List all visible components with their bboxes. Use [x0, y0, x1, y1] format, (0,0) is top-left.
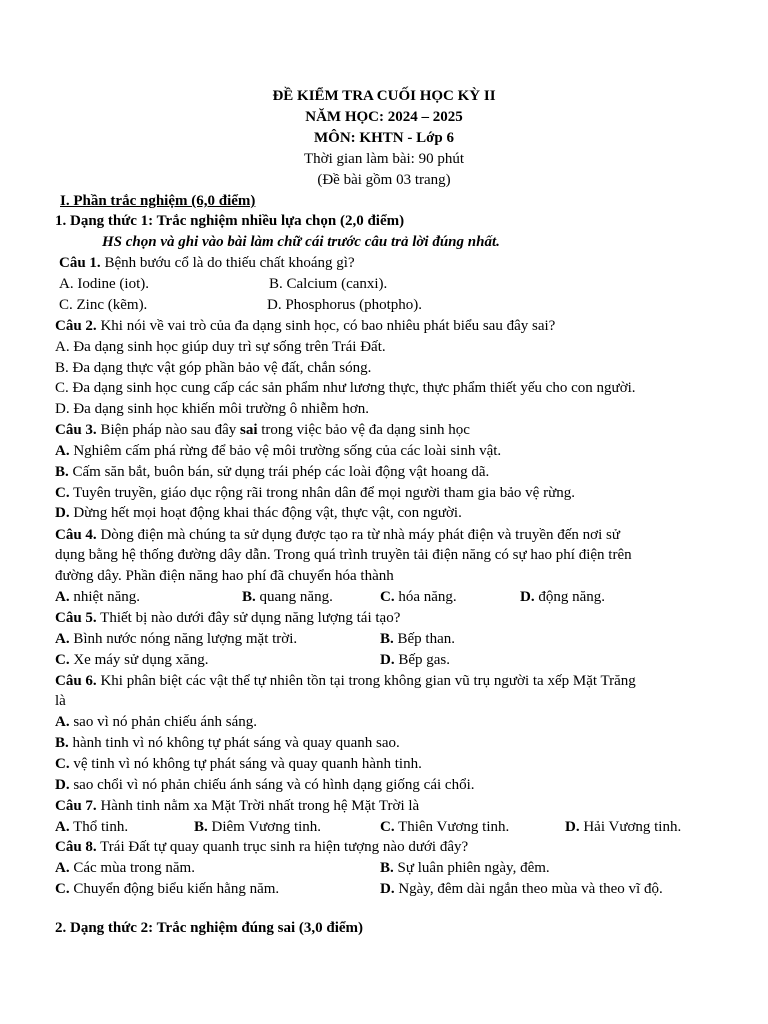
option-c: [380, 817, 509, 838]
option-label: D.: [380, 881, 395, 897]
option-label: A.: [55, 860, 70, 876]
question-2: [55, 316, 715, 337]
question-3: [55, 420, 715, 441]
option-b: [380, 858, 550, 879]
question-label: Câu 1.: [59, 255, 101, 271]
option-label: B.: [55, 735, 69, 751]
question-6-line-2: là: [55, 693, 66, 709]
option-label: B.: [55, 464, 69, 480]
option-a: [55, 629, 297, 650]
option-b: B. Đa dạng thực vật góp phần bảo vệ đất, chắn sóng.: [55, 360, 372, 376]
option-d: [380, 650, 450, 671]
option-c: C. Zinc (kẽm).: [59, 297, 148, 313]
option-text: Hải Vương tinh.: [579, 819, 682, 835]
option-b: B. Calcium (canxi).: [269, 276, 388, 292]
option-text: hành tinh vì nó không tự phát sáng và quay quanh sao.: [68, 735, 400, 751]
option-text: quang năng.: [255, 589, 333, 605]
question-7: [55, 796, 715, 817]
option-label: C.: [55, 485, 70, 501]
option-label: A.: [55, 589, 70, 605]
option-a: A. Đa dạng sinh học giúp duy trì sự sống trên Trái Đất.: [55, 339, 386, 355]
option-a: [55, 712, 715, 733]
form-2-title: 2. Dạng thức 2: Trắc nghiệm đúng sai (3,0 điểm): [55, 920, 364, 936]
option-label: A.: [55, 443, 70, 459]
option-text: Chuyển động biểu kiến hằng năm.: [69, 881, 280, 897]
option-label: C.: [55, 756, 70, 772]
option-a: [55, 817, 128, 838]
question-text: Khi phân biệt các vật thể tự nhiên tồn tại trong không gian vũ trụ người ta xếp Mặt Trăng: [96, 673, 636, 689]
option-label: A.: [55, 714, 70, 730]
option-c: [55, 754, 715, 775]
option-label: D.: [55, 777, 70, 793]
option-c: C. Đa dạng sinh học cung cấp các sản phẩm như lương thực, thực phẩm thiết yếu cho con người.: [55, 380, 636, 396]
option-label: D.: [380, 652, 395, 668]
option-text: Sự luân phiên ngày, đêm.: [393, 860, 550, 876]
option-text: Thổ tinh.: [69, 819, 129, 835]
option-label: D.: [55, 505, 70, 521]
option-text: sao chổi vì nó phản chiếu ánh sáng và có hình dạng giống cái chổi.: [69, 777, 475, 793]
question-6: [55, 671, 715, 692]
option-text: Dừng hết mọi hoạt động khai thác động vật, thực vật, con người.: [69, 505, 462, 521]
option-label: D.: [565, 819, 580, 835]
time-line: Thời gian làm bài: 90 phút: [304, 151, 464, 167]
option-label: B.: [380, 631, 394, 647]
option-text: Cấm săn bắt, buôn bán, sử dụng trái phép các loài động vật hoang dã.: [68, 464, 490, 480]
exam-title: ĐỀ KIỂM TRA CUỐI HỌC KỲ II: [272, 88, 496, 104]
question-text: Bệnh bướu cổ là do thiếu chất khoáng gì?: [100, 255, 355, 271]
option-d: D. Đa dạng sinh học khiến môi trường ô nhiễm hơn.: [55, 401, 369, 417]
option-b: [242, 587, 333, 608]
question-4-line-2: dụng bằng hệ thống đường dây dẫn. Trong quá trình truyền tải điện năng có sự hao phí điện trên: [55, 547, 632, 563]
option-a: [55, 587, 140, 608]
option-b: [55, 462, 715, 483]
option-label: A.: [55, 631, 70, 647]
question-1: [59, 253, 719, 274]
option-text: Các mùa trong năm.: [69, 860, 195, 876]
option-a: [55, 858, 195, 879]
option-label: B.: [380, 860, 394, 876]
question-4: [55, 525, 715, 546]
option-label: B.: [194, 819, 208, 835]
option-text: Ngày, đêm dài ngắn theo mùa và theo vĩ độ.: [394, 881, 663, 897]
option-text: vệ tinh vì nó không tự phát sáng và quay quanh hành tinh.: [69, 756, 422, 772]
option-text: nhiệt năng.: [69, 589, 140, 605]
option-label: C.: [55, 652, 70, 668]
option-b: [380, 629, 455, 650]
question-text: Khi nói về vai trò của đa dạng sinh học, có bao nhiêu phát biểu sau đây sai?: [96, 318, 556, 334]
option-d: D. Phosphorus (photpho).: [267, 297, 423, 313]
option-label: B.: [242, 589, 256, 605]
option-c: [55, 650, 209, 671]
option-label: C.: [380, 589, 395, 605]
question-label: Câu 3.: [55, 422, 97, 438]
option-text: hóa năng.: [394, 589, 457, 605]
option-a: A. Iodine (iot).: [59, 276, 149, 292]
option-text: Bình nước nóng năng lượng mặt trời.: [69, 631, 298, 647]
question-text: Hành tinh nằm xa Mặt Trời nhất trong hệ Mặt Trời là: [96, 798, 420, 814]
school-year: NĂM HỌC: 2024 – 2025: [305, 109, 463, 125]
option-label: C.: [55, 881, 70, 897]
option-text: sao vì nó phản chiếu ánh sáng.: [69, 714, 258, 730]
option-d: [565, 817, 681, 838]
question-label: Câu 4.: [55, 527, 97, 543]
question-label: Câu 2.: [55, 318, 97, 334]
option-text: động năng.: [534, 589, 606, 605]
option-text: Thiên Vương tinh.: [394, 819, 510, 835]
option-text: Bếp gas.: [394, 652, 451, 668]
question-label: Câu 8.: [55, 839, 97, 855]
option-b: [55, 733, 715, 754]
option-b: [194, 817, 321, 838]
option-label: A.: [55, 819, 70, 835]
question-label: Câu 7.: [55, 798, 97, 814]
option-label: C.: [380, 819, 395, 835]
question-text-pre: Biện pháp nào sau đây: [96, 422, 240, 438]
question-text: Thiết bị nào dưới đây sử dụng năng lượng tái tạo?: [96, 610, 401, 626]
question-label: Câu 5.: [55, 610, 97, 626]
question-text: Trái Đất tự quay quanh trục sinh ra hiện tượng nào dưới đây?: [96, 839, 469, 855]
question-text-emphasis: sai: [240, 422, 258, 438]
option-text: Diêm Vương tinh.: [207, 819, 322, 835]
option-text: Nghiêm cấm phá rừng để bảo vệ môi trường sống của các loài sinh vật.: [69, 443, 502, 459]
instruction: HS chọn và ghi vào bài làm chữ cái trước câu trả lời đúng nhất.: [102, 234, 500, 250]
option-c: [380, 587, 457, 608]
option-a: [55, 441, 715, 462]
section-1-title: I. Phần trắc nghiệm (6,0 điểm): [60, 193, 256, 209]
option-d: [380, 879, 663, 900]
question-5: [55, 608, 715, 629]
option-d: [55, 775, 715, 796]
option-c: [55, 879, 279, 900]
question-text-post: trong việc bảo vệ đa dạng sinh học: [257, 422, 470, 438]
option-d: [520, 587, 605, 608]
option-c: [55, 483, 715, 504]
option-text: Xe máy sử dụng xăng.: [69, 652, 209, 668]
question-4-line-3: đường dây. Phần điện năng hao phí đã chuyển hóa thành: [55, 568, 394, 584]
question-8: [55, 837, 715, 858]
subject-line: MÔN: KHTN - Lớp 6: [314, 130, 454, 146]
question-label: Câu 6.: [55, 673, 97, 689]
option-label: D.: [520, 589, 535, 605]
option-text: Tuyên truyền, giáo dục rộng rãi trong nhân dân để mọi người tham gia bảo vệ rừng.: [69, 485, 575, 501]
option-text: Bếp than.: [393, 631, 456, 647]
page-count: (Đề bài gồm 03 trang): [317, 172, 451, 188]
option-d: [55, 503, 715, 524]
form-1-title: 1. Dạng thức 1: Trắc nghiệm nhiều lựa chọn (2,0 điểm): [55, 213, 405, 229]
question-text: Dòng điện mà chúng ta sử dụng được tạo ra từ nhà máy phát điện và truyền đến nơi sử: [96, 527, 620, 543]
